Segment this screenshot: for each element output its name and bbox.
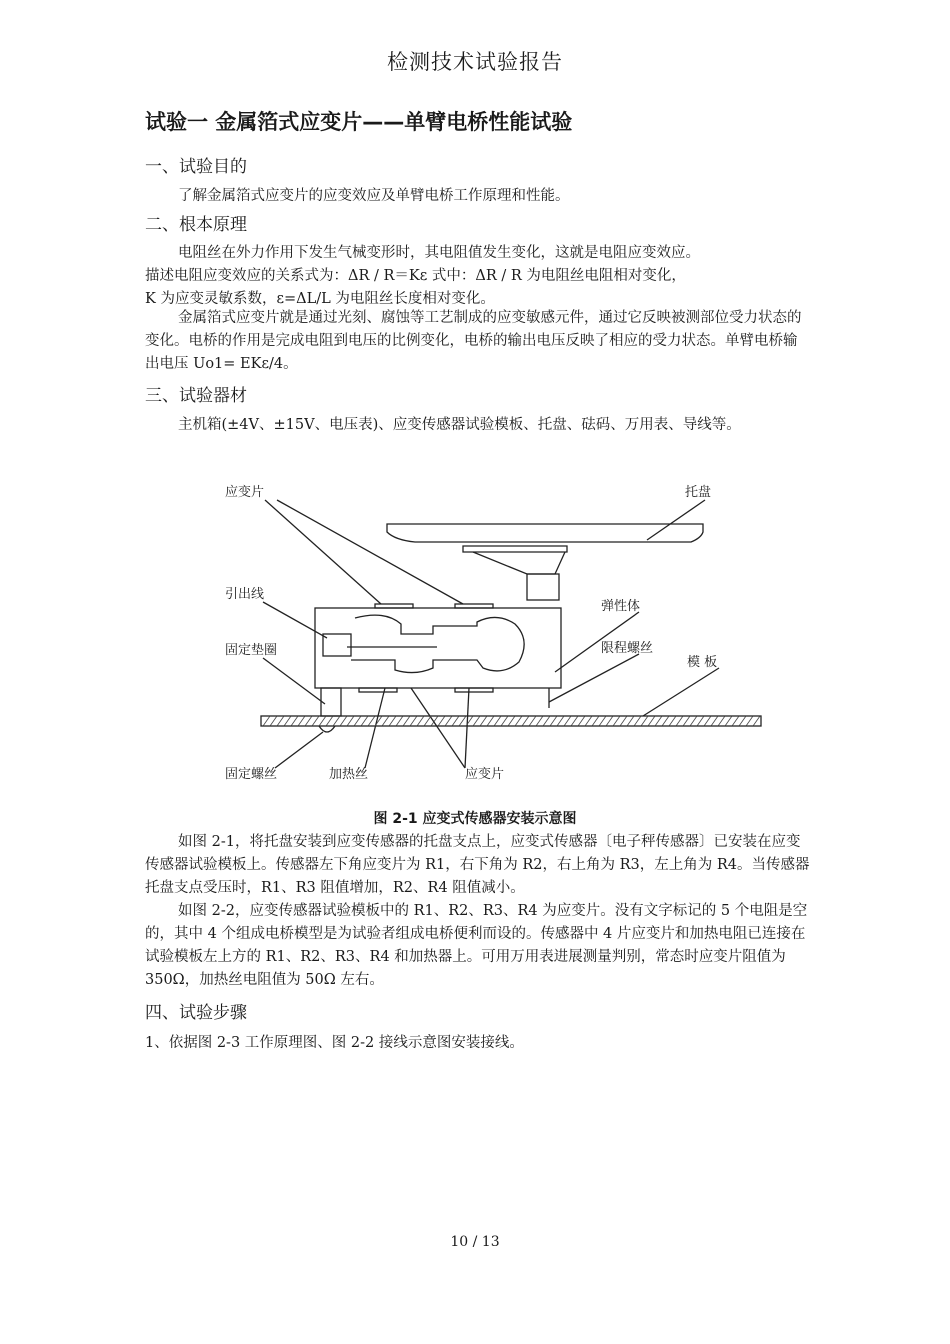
label-template: 模 板 xyxy=(687,655,718,670)
leader-gauge-2 xyxy=(277,500,463,604)
figure-paragraph-2: 如图 2-2，应变传感器试验模板中的 R1、R2、R3、R4 为应变片。没有文字标记的 5 个电阻是空的，其中 4 个组成电桥模型是为试验者组成电桥便利而设的。传感器中 4 片应变片和加热电阻已连接在试验模板左上方的 R1、R2、R3、R4 和加热器上。可用万用表进展测量判别，常态时应变片阻值为 350Ω，加热丝电阻值为 50Ω 左右。 xyxy=(145,903,808,988)
principle-line-1: 电阻丝在外力作用下发生气械变形时，其电阻值发生变化，这就是电阻应变效应。 xyxy=(178,245,700,261)
purpose-text: 了解金属箔式应变片的应变效应及单臂电桥工作原理和性能。 xyxy=(178,188,570,204)
label-lead-wire: 引出线 xyxy=(225,587,265,602)
strain-gauge-bottom-right xyxy=(455,688,493,692)
tray-support xyxy=(527,574,559,600)
principle-line-2: 描述电阻应变效应的关系式为：ΔR / R＝Kε 式中：ΔR / R 为电阻丝电阻相对变化， xyxy=(145,268,686,284)
principle-paragraph-2: 金属箔式应变片就是通过光刻、腐蚀等工艺制成的应变敏感元件，通过它反映被测部位受力状态的变化。电桥的作用是完成电阻到电压的比例变化，电桥的输出电压反映了相应的受力状态。单臂电桥输出电压 Uo1= EKε/4。 xyxy=(145,310,802,372)
tray-plate xyxy=(387,524,703,542)
label-strain-gauge-top: 应变片 xyxy=(225,485,265,500)
sensor-installation-diagram xyxy=(215,462,775,802)
section-heading-equipment: 三、试验器材 xyxy=(145,386,247,406)
figure-caption: 图 2-1 应变式传感器安装示意图 xyxy=(373,811,577,827)
equipment-text: 主机箱(±4V、±15V、电压表)、应变传感器试验模板、托盘、砝码、万用表、导线等。 xyxy=(178,417,741,433)
label-fixed-screw: 固定螺丝 xyxy=(225,767,278,782)
label-limit-screw: 限程螺丝 xyxy=(601,641,654,656)
leader-washer xyxy=(263,658,325,704)
leader-gauge-bottom-1 xyxy=(411,688,465,768)
section-heading-principle: 二、根本原理 xyxy=(145,215,247,235)
leader-heater xyxy=(365,688,385,768)
leader-screw xyxy=(275,732,323,768)
leader-gauge-bottom-2 xyxy=(465,688,469,768)
leader-template xyxy=(643,668,719,716)
strain-gauge-top-right xyxy=(455,604,493,608)
leader-limit xyxy=(549,654,639,702)
leader-tray xyxy=(647,500,705,540)
label-elastic-body: 弹性体 xyxy=(601,599,641,614)
page-title: 试验一 金属箔式应变片——单臂电桥性能试验 xyxy=(145,110,573,134)
elastic-hole xyxy=(351,615,524,672)
label-fixed-washer: 固定垫圈 xyxy=(225,643,278,658)
page-number: 10 / 13 xyxy=(450,1234,500,1250)
principle-line-3: K 为应变灵敏系数，ε=ΔL/L 为电阻丝长度相对变化。 xyxy=(145,291,495,307)
fixed-screw-head xyxy=(319,726,335,732)
fixed-washer xyxy=(323,634,351,656)
figure-paragraph-1: 如图 2-1，将托盘安装到应变传感器的托盘支点上，应变式传感器〔电子秤传感器〕已安装在应变传感器试验模板上。传感器左下角应变片为 R1，右下角为 R2，右上角为 R3，左上角为 R4。当传感器托盘支点受压时，R1、R3 阻值增加，R2、R4 阻值减小。 xyxy=(145,834,810,896)
tray-rim xyxy=(463,546,567,552)
leader-gauge-1 xyxy=(265,500,381,604)
section-heading-purpose: 一、试验目的 xyxy=(145,157,247,177)
section-heading-steps: 四、试验步骤 xyxy=(145,1003,247,1023)
strain-gauge-bottom-left xyxy=(359,688,397,692)
page-header: 检测技术试验报告 xyxy=(387,50,563,74)
step-1-text: 1、依据图 2-3 工作原理图、图 2-2 接线示意图安装接线。 xyxy=(145,1035,524,1051)
template-base xyxy=(261,716,761,726)
strain-gauge-top-left xyxy=(375,604,413,608)
label-heater-wire: 加热丝 xyxy=(329,767,369,782)
label-strain-gauge-bottom: 应变片 xyxy=(465,767,505,782)
fixed-leg xyxy=(321,688,341,716)
label-tray: 托盘 xyxy=(685,485,712,500)
tray-neck xyxy=(473,552,565,574)
base-hatch xyxy=(263,716,760,726)
